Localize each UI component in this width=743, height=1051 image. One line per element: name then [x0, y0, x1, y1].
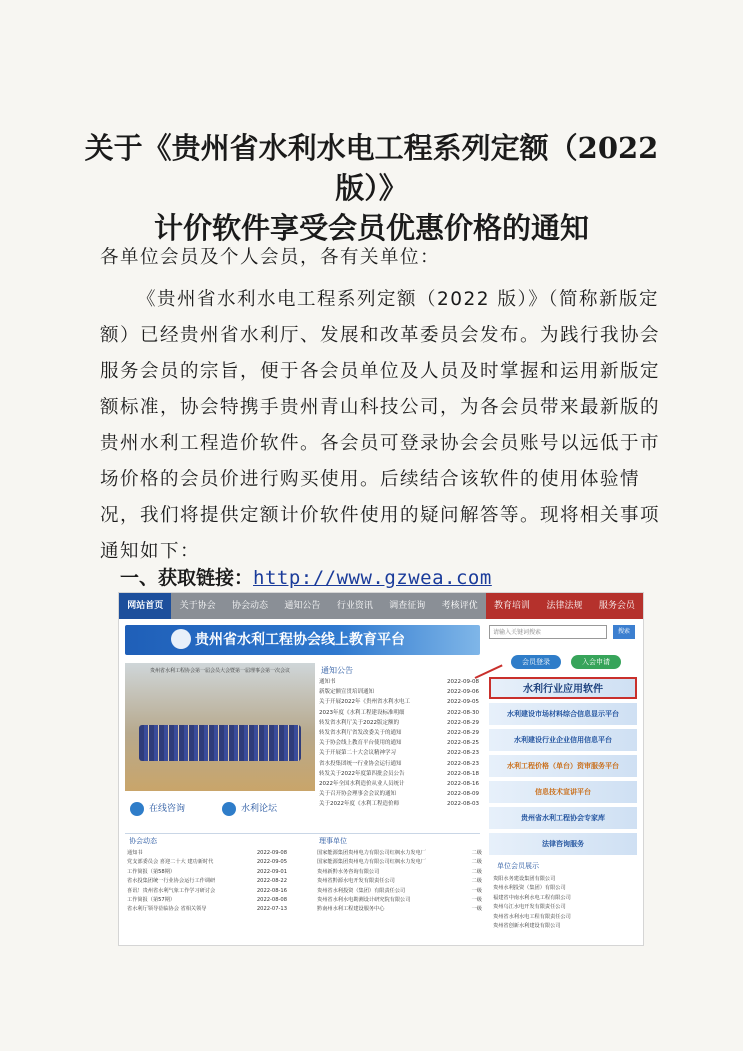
- nav-item[interactable]: 服务会员: [591, 593, 643, 619]
- list-item[interactable]: 福建省中南水利水电工程有限公司: [493, 894, 571, 901]
- list-item[interactable]: 省水投集团统一行业协会运行工作调研 2022-08-22: [127, 878, 287, 885]
- list-item[interactable]: 贵州新黔水务咨询有限公司 二级: [317, 868, 482, 875]
- side-link[interactable]: 水利建设市场材料综合信息显示平台: [489, 703, 637, 725]
- nav-item[interactable]: 网站首页: [119, 593, 171, 619]
- side-link[interactable]: 水利建设行业企业信用信息平台: [489, 729, 637, 751]
- section-link: [120, 563, 492, 590]
- forum-button[interactable]: 水利论坛: [219, 799, 277, 819]
- nav-item[interactable]: 法律法规: [538, 593, 590, 619]
- list-item[interactable]: 关于2022年度《水利工程造价师 2022-08-03: [319, 801, 479, 808]
- nav-item[interactable]: 调查征询: [389, 601, 426, 611]
- nav-item[interactable]: 协会动态: [232, 601, 269, 611]
- notice-tab[interactable]: 通知公告: [321, 666, 353, 675]
- website-url[interactable]: http://www.gzwea.com: [253, 567, 492, 589]
- list-item[interactable]: 关于协会线上教育平台使用的通知 2022-08-25: [319, 740, 479, 747]
- list-item[interactable]: 贵州省水利水电勘测设计研究院有限公司 一级: [317, 897, 482, 904]
- list-item[interactable]: 贵阳水务建设集团有限公司: [493, 876, 556, 882]
- list-item[interactable]: 国家能源集团贵州电力有限公司红枫水力发电厂 二级: [317, 859, 482, 866]
- website-nav: [119, 593, 643, 619]
- unit-show-title[interactable]: 单位会员展示: [497, 862, 539, 870]
- list-item[interactable]: 贵州省水利投资（集团）有限责任公司 一级: [317, 887, 482, 894]
- list-item[interactable]: 省水利厅领导莅临协会 省相关领导 2022-07-13: [127, 906, 287, 913]
- list-item[interactable]: 转发关于2022年度第四批会员公告 2022-08-18: [319, 770, 479, 777]
- list-item[interactable]: 关于召开协会理事会会议的通知 2022-08-09: [319, 791, 479, 798]
- side-link[interactable]: 法律咨询服务: [489, 833, 637, 855]
- nav-item[interactable]: 教育培训: [486, 593, 538, 619]
- group-photo: [125, 663, 315, 791]
- list-item[interactable]: 2023年度《水利工程建设标准明细 2022-08-30: [319, 709, 479, 716]
- list-item[interactable]: 工作简报（第57期） 2022-08-08: [127, 897, 287, 904]
- list-item[interactable]: 通知书 2022-09-08: [127, 850, 287, 856]
- list-item[interactable]: 新版定额宣贯培训通知 2022-09-06: [319, 689, 479, 696]
- list-item[interactable]: 喜讯！贵州省水利气象工作学习研讨会 2022-08-16: [127, 887, 287, 894]
- list-item[interactable]: 国家能源集团贵州电力有限公司红枫水力发电厂 二级: [317, 850, 482, 856]
- website-screenshot: [118, 592, 644, 946]
- list-item[interactable]: 贵州水利投资（集团）有限公司: [493, 885, 566, 892]
- unit-show-list: [493, 875, 637, 931]
- list-item[interactable]: 转发省水利厅省发改委关于的通知 2022-08-29: [319, 730, 479, 737]
- chat-icon: [130, 802, 144, 816]
- nav-item[interactable]: 行业资讯: [336, 601, 373, 611]
- banner-title: 贵州省水利工程协会线上教育平台: [195, 632, 405, 648]
- online-consult-button[interactable]: 在线咨询: [127, 799, 185, 819]
- list-item[interactable]: 工作简报（第58期） 2022-09-01: [127, 868, 287, 875]
- list-item[interactable]: 转发省水利厅关于2022版定额的 2022-08-29: [319, 719, 479, 726]
- notice-list: [319, 677, 479, 810]
- list-item[interactable]: 贵州省水利水电工程有限责任公司: [493, 913, 571, 920]
- member-login-button[interactable]: 会员登录: [511, 655, 561, 669]
- list-item[interactable]: 贵州省黔源水电开发有限责任公司 二级: [317, 878, 482, 885]
- assoc-news-title[interactable]: 协会动态: [129, 837, 157, 845]
- list-item[interactable]: 黔南州水利工程建设服务中心 一级: [317, 906, 482, 913]
- photo-caption: 贵州省水利工程协会第一届会员大会暨第一届理事会第一次会议: [149, 668, 290, 674]
- assoc-news-list: [127, 849, 287, 915]
- list-item[interactable]: 省水投集团统一行业协会运行通知 2022-08-23: [319, 760, 479, 767]
- document-title: [60, 128, 683, 248]
- member-units-list: [317, 849, 482, 915]
- list-item[interactable]: 2022年全国水利造价从业人员统计 2022-08-16: [319, 781, 479, 788]
- list-item[interactable]: 关于开展第二十大会议精神学习 2022-08-23: [319, 750, 479, 757]
- title-line-1: 关于《贵州省水利水电工程系列定额（2022 版）》: [84, 131, 659, 205]
- nav-item[interactable]: 关于协会: [179, 601, 216, 611]
- title-line-2: 计价软件享受会员优惠价格的通知: [153, 211, 589, 245]
- platform-banner[interactable]: [125, 625, 480, 655]
- forum-icon: [222, 802, 236, 816]
- list-item[interactable]: 党支部委员会 喜迎二十大 建功新时代 2022-09-05: [127, 859, 287, 866]
- list-item[interactable]: 贵州乌江水电开发有限责任公司: [493, 904, 566, 911]
- search-button[interactable]: 搜索: [613, 625, 635, 639]
- side-link[interactable]: 信息技术宣讲平台: [489, 781, 637, 803]
- section-label: 一、获取链接：: [120, 567, 254, 589]
- greeting: 各单位会员及个人会员，各有关单位：: [100, 247, 441, 268]
- side-link[interactable]: 水利工程价格（单台）资审服务平台: [489, 755, 637, 777]
- list-item[interactable]: 通知书 2022-09-08: [319, 679, 479, 685]
- search-input[interactable]: 请输入关键词搜索: [489, 625, 607, 639]
- body-paragraph: 《贵州省水利水电工程系列定额（2022 版）》（简称新版定额）已经贵州省水利厅、发展和改革委员会发布。为践行我协会服务会员的宗旨，便于各会员单位及人员及时掌握和运用新版定额标准，协会特携手贵州青山科技公司，为各会员带来最新版的贵州水利工程造价软件。各会员可登录协会会员账号以远低于市场价格的会员价进行购买使用。后续结合该软件的使用体验情况，我们将提供定额计价软件使用的疑问解答等。现将相关事项通知如下：: [100, 289, 661, 562]
- people-figure: [139, 725, 301, 761]
- nav-item[interactable]: 考核评优: [441, 601, 478, 611]
- software-link-button[interactable]: 水利行业应用软件: [489, 677, 637, 699]
- nav-item[interactable]: 通知公告: [284, 601, 321, 611]
- divider: [125, 833, 480, 834]
- list-item[interactable]: 关于开展2022年《贵州省水利水电工 2022-09-05: [319, 699, 479, 706]
- side-link[interactable]: 贵州省水利工程协会专家库: [489, 807, 637, 829]
- list-item[interactable]: 贵州省创新水利建设有限公司: [493, 923, 561, 930]
- association-logo-icon: [171, 629, 191, 649]
- member-join-button[interactable]: 入会申请: [571, 655, 621, 669]
- member-units-title[interactable]: 理事单位: [319, 837, 347, 845]
